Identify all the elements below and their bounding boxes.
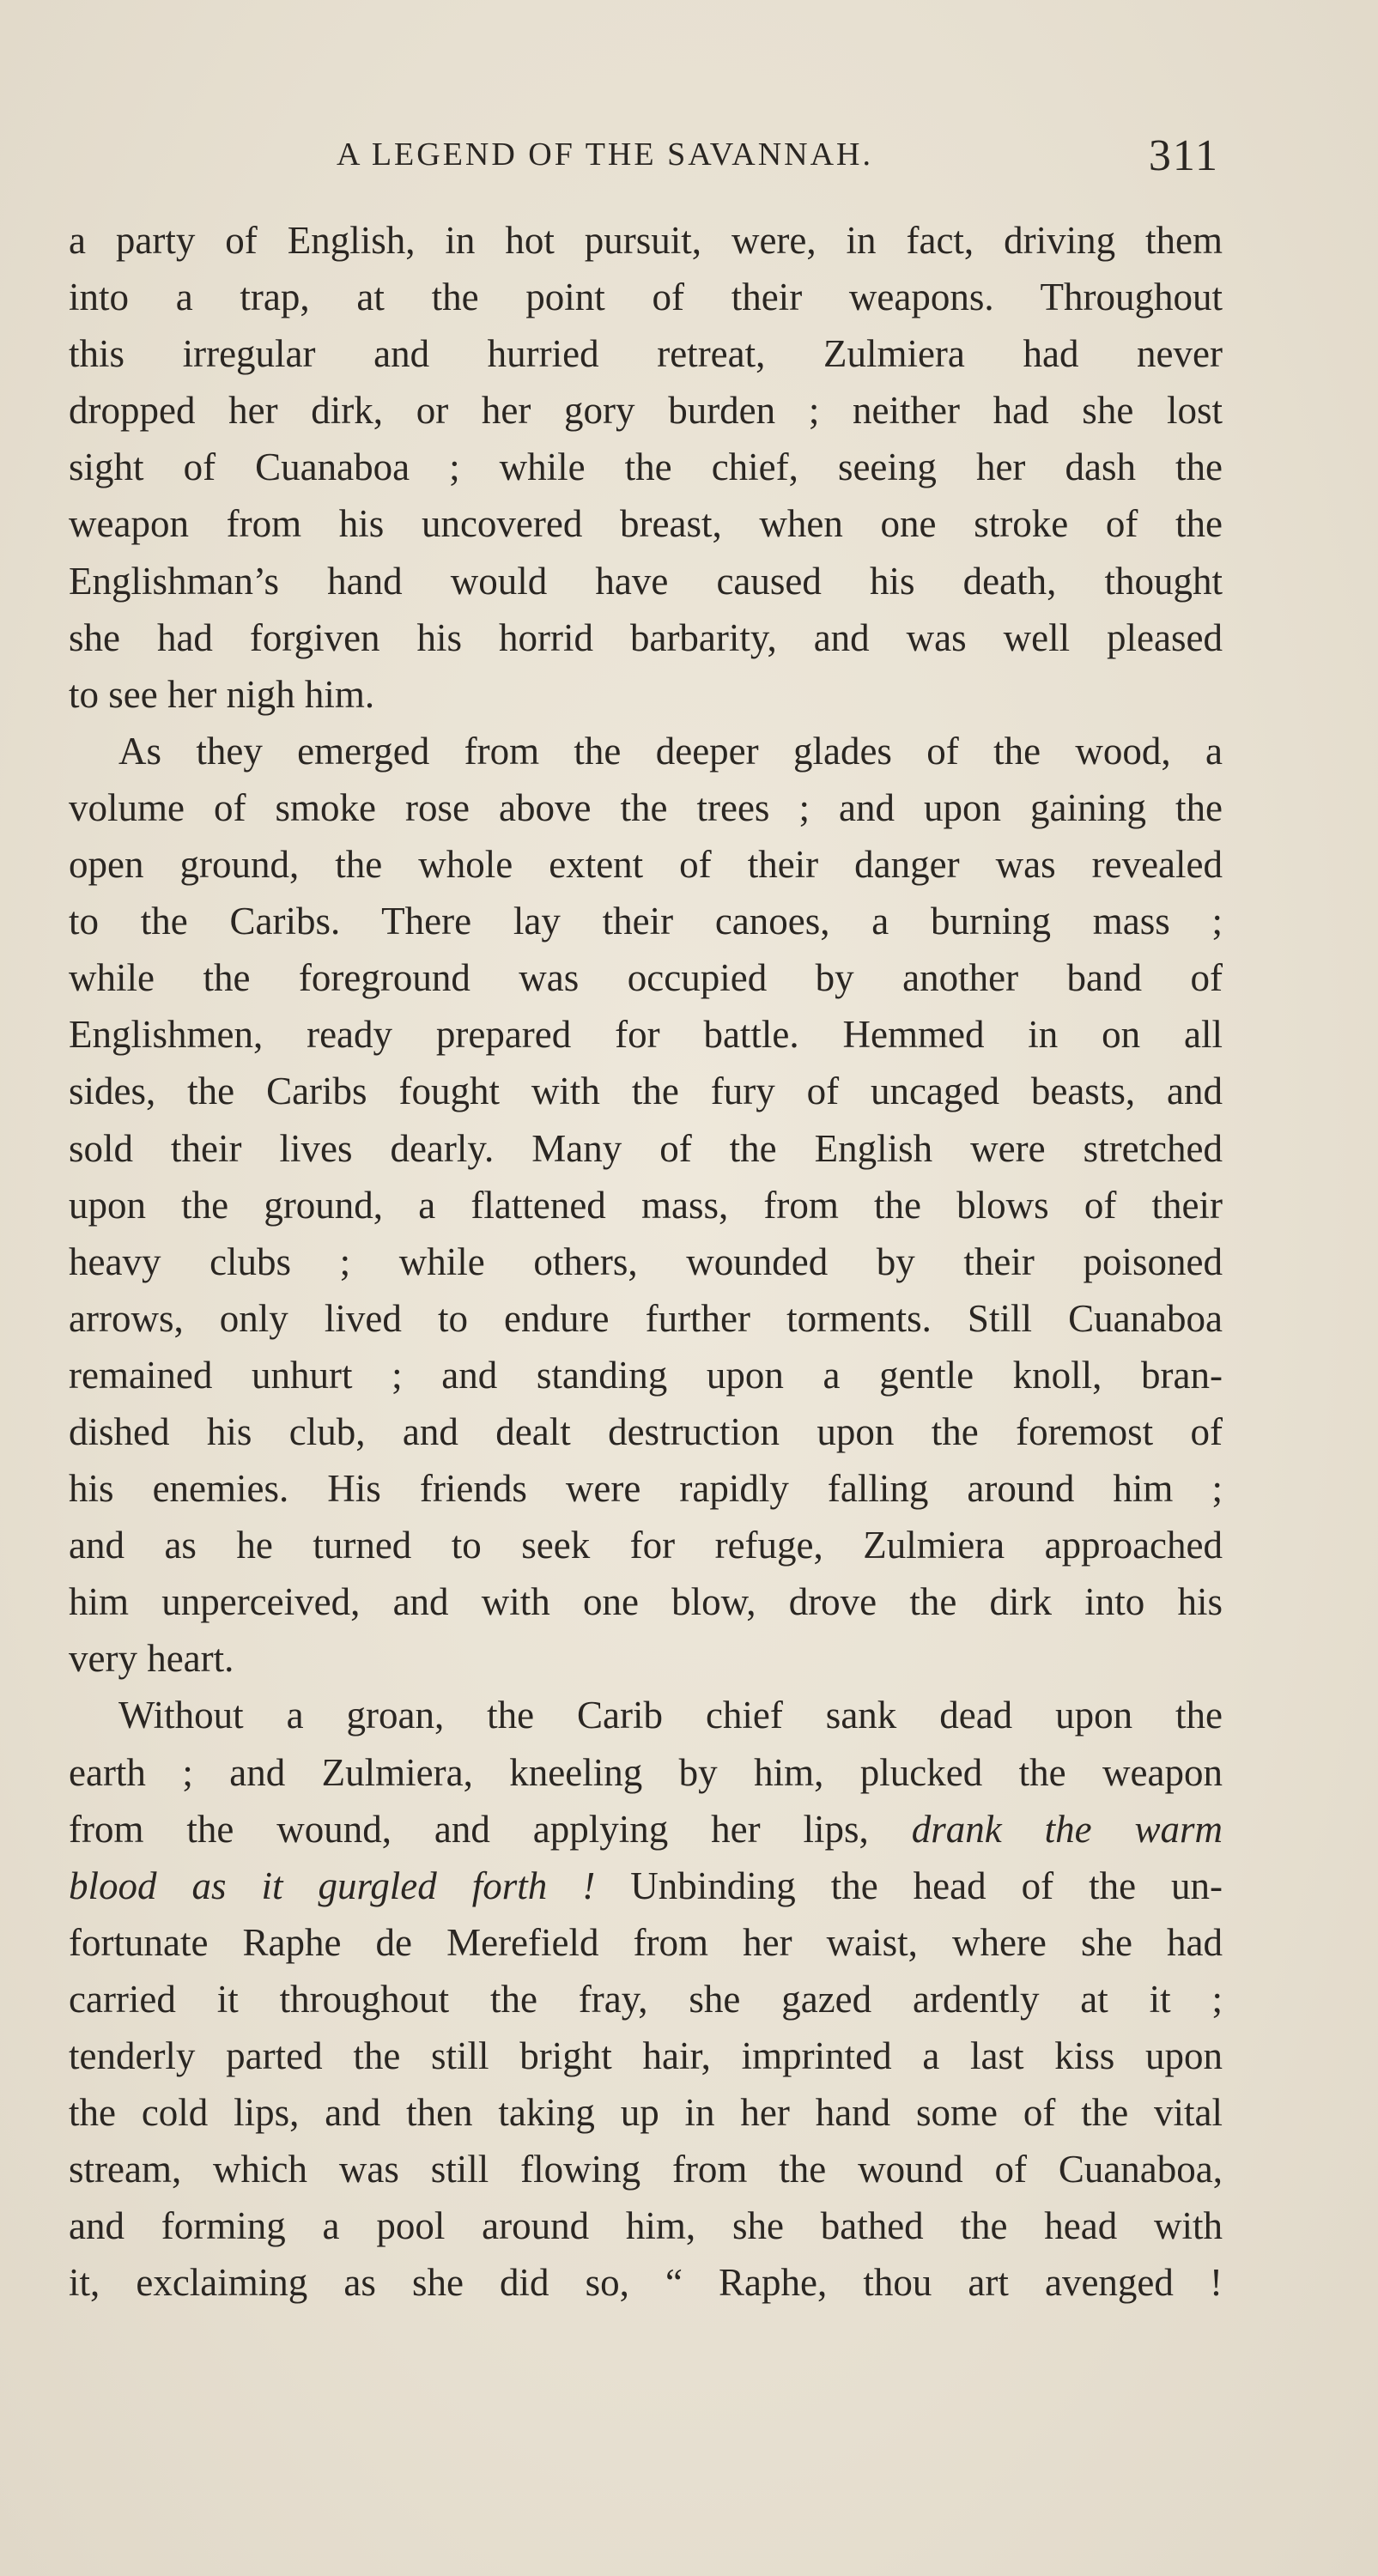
text-line: to see her nigh him. [69, 672, 375, 716]
text-line: earth ; and Zulmiera, kneeling by him, plucked the weapon [69, 1750, 1223, 1794]
running-title: A LEGEND OF THE SAVANNAH. [337, 136, 873, 173]
text-line: while the foreground was occupied by another band of [69, 956, 1223, 1000]
text-line: sight of Cuanaboa ; while the chief, seeing her dash the [69, 445, 1223, 489]
text-line: into a trap, at the point of their weapons. Throughout [69, 276, 1223, 319]
paragraph-start-line: Without a groan, the Carib chief sank dead upon the [118, 1694, 1223, 1737]
text-line: Englishman’s hand would have caused his death, thought [69, 559, 1223, 603]
text-line: she had forgiven his horrid barbarity, and was well pleased [69, 615, 1223, 659]
text-line: him unperceived, and with one blow, drove the dirk into his [69, 1580, 1223, 1624]
text-line: dropped her dirk, or her gory burden ; neither had she lost [69, 389, 1223, 433]
text-line-with-italic [69, 1858, 1223, 1914]
page-number: 311 [1148, 131, 1219, 180]
text-line: stream, which was still flowing from the wound of Cuanaboa, [69, 2148, 1223, 2191]
text-line: and as he turned to seek for refuge, Zulmiera approached [69, 1524, 1223, 1567]
text-line: dished his club, and dealt destruction upon the foremost of [69, 1409, 1223, 1453]
text-line: his enemies. His friends were rapidly falling around him ; [69, 1467, 1223, 1511]
text-line: the cold lips, and then taking up in her hand some of the vital [69, 2091, 1223, 2135]
text-line: heavy clubs ; while others, wounded by their poisoned [69, 1240, 1223, 1283]
text-line: carried it throughout the fray, she gazed ardently at it ; [69, 1977, 1223, 2021]
italic-segment: drank the warm [911, 1807, 1223, 1851]
text-line: tenderly parted the still bright hair, imprinted a last kiss upon [69, 2034, 1223, 2077]
text-segment: from the wound, and applying her lips, [69, 1807, 869, 1851]
text-line: arrows, only lived to endure further torments. Still Cuanaboa [69, 1296, 1223, 1340]
text-segment: Unbinding the head of the un- [630, 1864, 1223, 1907]
text-line: sides, the Caribs fought with the fury of uncaged beasts, and [69, 1070, 1223, 1113]
text-line: and forming a pool around him, she bathed the head with [69, 2204, 1223, 2248]
text-line: weapon from his uncovered breast, when one stroke of the [69, 502, 1223, 546]
text-line: remained unhurt ; and standing upon a gentle knoll, bran- [69, 1353, 1223, 1397]
text-line: Englishmen, ready prepared for battle. Hemmed in on all [69, 1013, 1223, 1057]
text-line: sold their lives dearly. Many of the English were stretched [69, 1126, 1223, 1170]
text-line: very heart. [69, 1637, 234, 1681]
text-line-with-italic [69, 1801, 1223, 1858]
text-line: open ground, the whole extent of their danger was revealed [69, 843, 1223, 887]
text-line: volume of smoke rose above the trees ; and upon gaining the [69, 785, 1223, 829]
italic-segment: blood as it gurgled forth ! [69, 1864, 596, 1907]
body-text [69, 212, 1223, 2311]
text-line: a party of English, in hot pursuit, were, in fact, driving them [69, 219, 1223, 262]
running-head [69, 130, 1219, 191]
text-line: this irregular and hurried retreat, Zulmiera had never [69, 332, 1223, 376]
text-line: upon the ground, a flattened mass, from the blows of their [69, 1183, 1223, 1227]
paragraph-start-line: As they emerged from the deeper glades of the wood, a [118, 729, 1223, 773]
text-line: fortunate Raphe de Merefield from her waist, where she had [69, 1920, 1223, 1964]
text-line: it, exclaiming as she did so, “ Raphe, thou art avenged ! [69, 2261, 1223, 2305]
text-line: to the Caribs. There lay their canoes, a burning mass ; [69, 900, 1223, 943]
